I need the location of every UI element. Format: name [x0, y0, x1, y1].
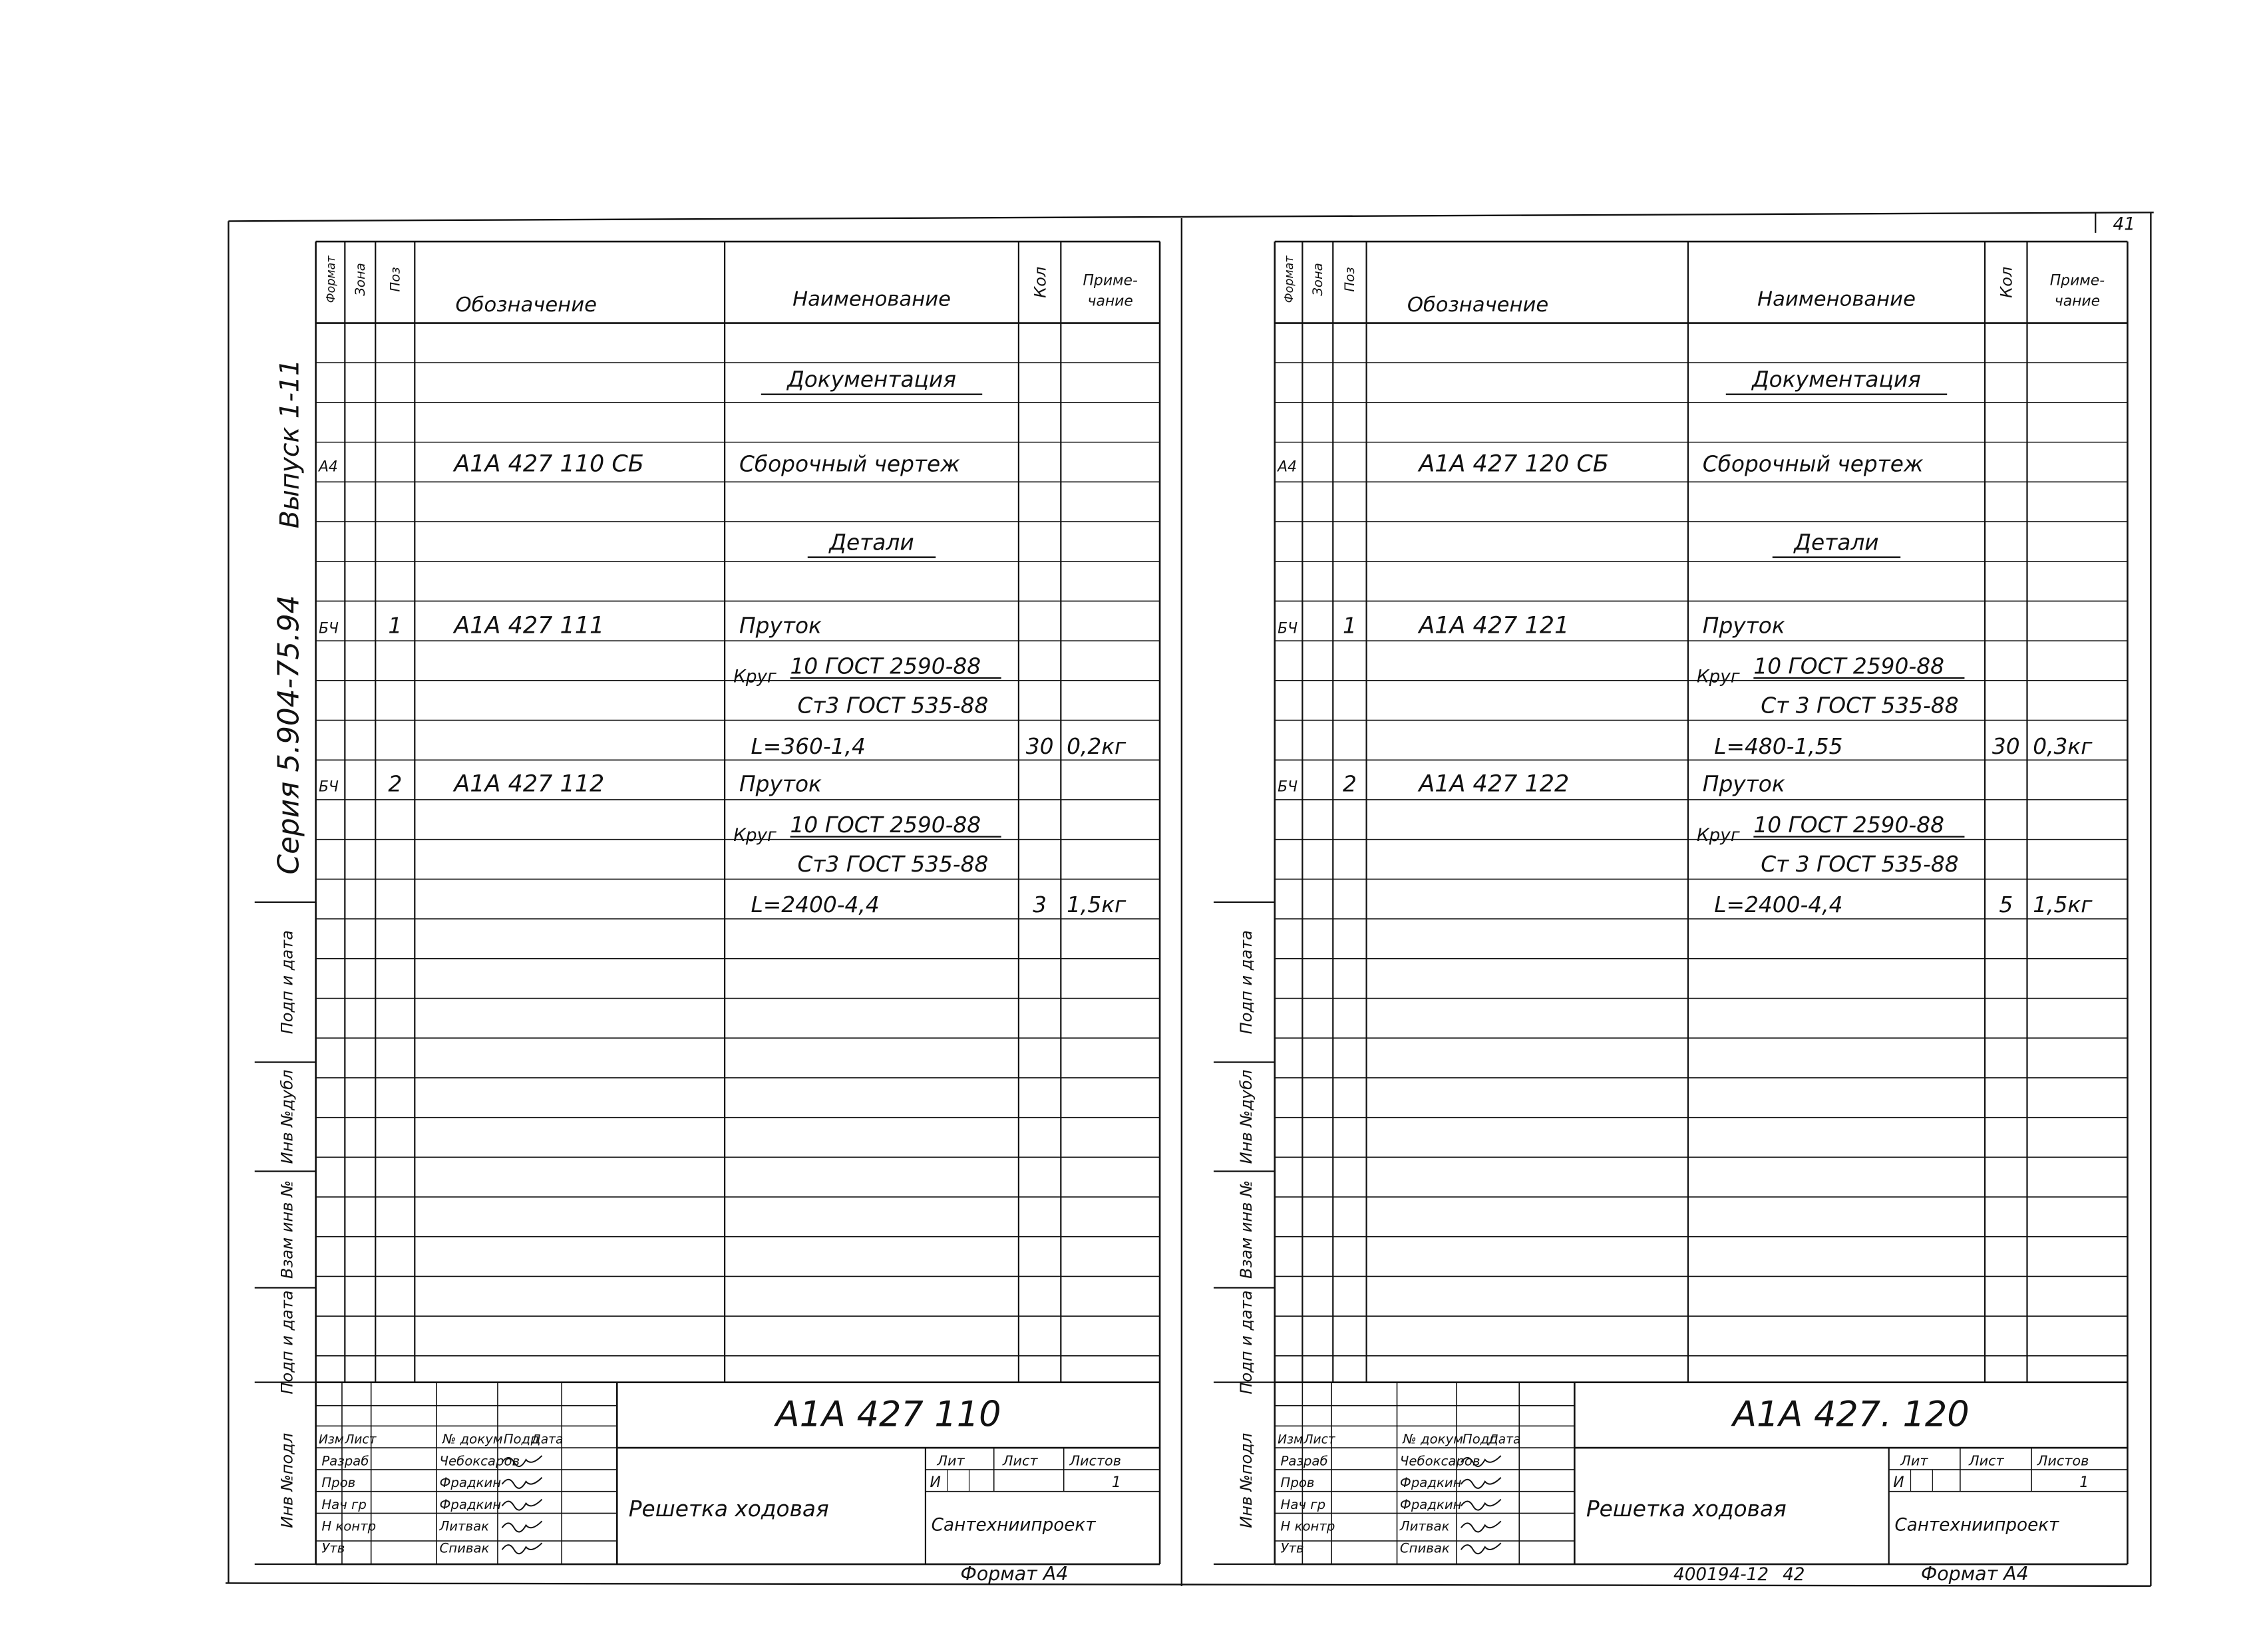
cell-profile-prefix: Круг [733, 667, 777, 687]
cell-designation: А1А 427 111 [454, 612, 605, 639]
tb-label-sheets: Листов [1069, 1452, 1122, 1469]
section-heading: Детали [829, 530, 914, 556]
table-row [1773, 530, 1900, 558]
table-row [751, 734, 1126, 759]
table-row [797, 852, 988, 877]
header-pos: Поз [1342, 267, 1358, 292]
tb-label-sheet: Лист [1969, 1452, 2004, 1469]
tb-label-list: Лист [345, 1432, 377, 1447]
table-body [1276, 367, 2093, 918]
staff-name: Фрадкин [439, 1475, 502, 1491]
margin-strip [255, 902, 316, 1564]
cell-material: Ст3 ГОСТ 535-88 [797, 852, 989, 878]
tb-label-lit: Лит [937, 1452, 965, 1469]
header-note-line2: чание [2054, 293, 2101, 310]
tb-label-sign: Подп [1462, 1431, 1498, 1447]
cell-qty: 30 [1025, 733, 1054, 759]
tb-label-sheets: Листов [2037, 1452, 2089, 1469]
cell-format: БЧ [1278, 620, 1298, 637]
staff-role: Утв [1280, 1540, 1304, 1556]
cell-profile: 10 ГОСТ 2590-88 [790, 653, 981, 679]
header-designation: Обозначение [1407, 293, 1549, 317]
header-zone: Зона [1309, 263, 1325, 296]
header-note-line1: Приме- [1083, 272, 1138, 289]
tb-label-list: Лист [1303, 1432, 1335, 1447]
margin-label: Подп и дата [1236, 1290, 1256, 1395]
staff-role: Н контр [321, 1518, 377, 1534]
margin-label: Инв №дубл [277, 1069, 297, 1164]
margin-label: Подп и дата [1236, 930, 1256, 1035]
tb-label-docno: № докум [442, 1431, 503, 1447]
signature-scribble [502, 1521, 542, 1532]
header-format: Формат [325, 255, 339, 303]
header-qty: Кол [1031, 266, 1050, 298]
cell-length: L=2400-4,4 [1714, 892, 1843, 918]
header-name: Наименование [792, 287, 951, 311]
table-row [751, 892, 1126, 917]
margin-strip [1214, 902, 1275, 1564]
cell-qty: 3 [1033, 892, 1047, 918]
cell-pos: 2 [388, 771, 403, 797]
header-designation: Обозначение [455, 293, 597, 317]
organization: Сантехниипроект [931, 1515, 1096, 1536]
page-format: Формат А4 [1920, 1563, 2029, 1585]
cell-note: 1,5кг [2033, 892, 2093, 918]
cell-format: А4 [1278, 458, 1298, 476]
tb-label-docno: № докум [1403, 1431, 1463, 1447]
table-row [1276, 451, 1924, 478]
staff-role: Утв [321, 1540, 345, 1556]
table-row [761, 367, 982, 395]
table-row [319, 612, 822, 639]
rule-line [226, 1583, 2151, 1585]
staff-role: Нач гр [321, 1496, 367, 1512]
signature-scribble [1461, 1500, 1501, 1510]
table-row [1761, 852, 1958, 877]
cell-name: Пруток [1702, 613, 1785, 639]
table-row [1714, 734, 2093, 759]
margin-label: Подп и дата [277, 1290, 297, 1395]
table-row [319, 771, 822, 798]
cell-pos: 1 [1343, 613, 1357, 639]
staff-name: Фрадкин [1399, 1496, 1462, 1512]
cell-note: 0,3кг [2033, 733, 2093, 759]
table-row [797, 693, 988, 719]
tb-label-date: Дата [531, 1432, 564, 1447]
staff-name: Спивак [1399, 1540, 1450, 1556]
signature-scribble [1461, 1521, 1501, 1532]
cell-note: 0,2кг [1067, 733, 1126, 759]
signature-scribble [502, 1478, 542, 1488]
staff-role: Н контр [1280, 1518, 1335, 1534]
margin-label: Взам инв № [1236, 1180, 1256, 1279]
cell-name: Пруток [739, 613, 822, 639]
cell-name: Пруток [739, 771, 822, 797]
staff-name: Чебоксаров [1399, 1453, 1480, 1469]
staff-name: Литвак [439, 1518, 490, 1534]
staff-role: Пров [321, 1475, 356, 1491]
staff-role: Разраб [1280, 1453, 1328, 1469]
spec-sheet-1 [255, 242, 1160, 1585]
tb-label-izm: Изм [318, 1432, 344, 1447]
drawing-title: Решетка ходовая [628, 1496, 829, 1522]
signature-scribble [502, 1543, 542, 1554]
title-block [316, 1383, 1160, 1564]
cell-name: Сборочный чертеж [739, 451, 960, 477]
staff-role: Разраб [321, 1453, 369, 1469]
sheets-value: 1 [1111, 1474, 1121, 1492]
cell-pos: 1 [388, 613, 403, 639]
section-heading: Детали [1794, 530, 1879, 556]
cell-name: Пруток [1702, 771, 1785, 797]
signatures [502, 1456, 542, 1554]
cell-profile-prefix: Круг [733, 826, 777, 846]
cell-designation: А1А 427 122 [1419, 770, 1570, 798]
page-frame [226, 212, 2154, 1586]
table-row [1714, 892, 2093, 917]
table-row [1761, 693, 1958, 719]
header-format: Формат [1283, 255, 1297, 303]
cell-profile-prefix: Круг [1697, 826, 1740, 846]
sheets-value: 1 [2079, 1474, 2089, 1492]
table-row [317, 451, 960, 478]
table-row [1278, 612, 1785, 639]
header-note-line1: Приме- [2049, 272, 2105, 289]
staff-name: Фрадкин [1399, 1475, 1462, 1491]
cell-qty: 5 [1999, 892, 2013, 918]
margin-label: Взам инв № [277, 1180, 297, 1279]
tb-label-lit: Лит [1900, 1452, 1928, 1469]
title-block [1275, 1383, 2128, 1564]
drawing-title: Решетка ходовая [1586, 1496, 1787, 1522]
cell-material: Ст3 ГОСТ 535-88 [797, 693, 989, 719]
staff-role: Пров [1280, 1475, 1315, 1491]
cell-qty: 30 [1991, 733, 2020, 759]
section-heading: Документация [1752, 367, 1921, 393]
staff-name: Чебоксаров [439, 1453, 520, 1469]
margin-label: Подп и дата [277, 930, 297, 1035]
table-row [733, 654, 1001, 687]
cell-designation: А1А 427 121 [1419, 612, 1570, 639]
cell-length: L=480-1,55 [1714, 733, 1843, 759]
tb-label-sheet: Лист [1002, 1452, 1038, 1469]
table-header [1283, 255, 2105, 317]
signature-scribble [1461, 1543, 1501, 1554]
header-name: Наименование [1757, 287, 1916, 311]
cell-note: 1,5кг [1067, 892, 1126, 918]
table-row [1697, 812, 1964, 846]
tb-label-izm: Изм [1278, 1432, 1303, 1447]
doc-number: А1А 427 110 [775, 1394, 1001, 1435]
margin-label: Инв №дубл [1236, 1069, 1256, 1164]
organization: Сантехниипроект [1894, 1515, 2059, 1536]
header-qty: Кол [1997, 266, 2016, 298]
cell-pos: 2 [1343, 771, 1357, 797]
table-header [325, 255, 1138, 317]
page-format: Формат А4 [960, 1563, 1069, 1585]
signatures [1461, 1456, 1501, 1554]
cell-format: А4 [318, 458, 338, 476]
cell-material: Ст 3 ГОСТ 535-88 [1761, 693, 1959, 719]
page-number: 41 [2113, 214, 2135, 235]
side-stamp [271, 359, 305, 875]
copy-code: 400194-12 [1673, 1565, 1769, 1585]
margin-label: Инв №подл [277, 1432, 297, 1528]
staff-name: Спивак [439, 1540, 490, 1556]
cell-format: БЧ [1278, 778, 1298, 796]
cell-format: БЧ [318, 620, 339, 637]
cell-length: L=360-1,4 [751, 733, 866, 759]
cell-profile: 10 ГОСТ 2590-88 [790, 812, 981, 838]
margin-label: Инв №подл [1236, 1432, 1256, 1528]
signature-scribble [1461, 1478, 1501, 1488]
table-row [1726, 367, 1947, 395]
cell-profile-prefix: Круг [1697, 667, 1740, 687]
table-body [317, 367, 1126, 918]
staff-name: Литвак [1399, 1518, 1450, 1534]
header-note-line2: чание [1087, 293, 1133, 310]
rule-line [228, 212, 2153, 221]
table-row [1278, 771, 1785, 798]
table-row [1697, 654, 1964, 687]
cell-profile: 10 ГОСТ 2590-88 [1753, 812, 1944, 838]
doc-number: А1А 427. 120 [1733, 1394, 1970, 1435]
tb-label-date: Дата [1488, 1432, 1521, 1447]
cell-designation: А1А 427 112 [454, 770, 605, 798]
signature-scribble [502, 1500, 542, 1510]
top-page-number [2095, 212, 2135, 234]
staff-name: Фрадкин [439, 1496, 502, 1512]
cell-length: L=2400-4,4 [751, 892, 880, 918]
cell-designation: А1А 427 110 СБ [454, 450, 644, 478]
header-pos: Поз [387, 267, 403, 292]
cell-name: Сборочный чертеж [1702, 451, 1924, 477]
lit-value: И [1893, 1474, 1904, 1492]
cell-designation: А1А 427 120 СБ [1419, 450, 1609, 478]
tb-label-sign: Подп [503, 1431, 539, 1447]
table-row [733, 812, 1001, 846]
cell-format: БЧ [318, 778, 339, 796]
cell-material: Ст 3 ГОСТ 535-88 [1761, 852, 1959, 878]
issue-label: Выпуск 1-11 [274, 359, 305, 529]
series-label: Серия 5.904-75.94 [271, 595, 306, 875]
lit-value: И [930, 1474, 941, 1492]
table-row [808, 530, 936, 558]
staff-role: Нач гр [1280, 1496, 1326, 1512]
section-heading: Документация [787, 367, 956, 393]
spec-sheet-2 [1214, 242, 2127, 1585]
cell-profile: 10 ГОСТ 2590-88 [1753, 653, 1944, 679]
page-num: 42 [1783, 1565, 1805, 1585]
header-zone: Зона [352, 263, 368, 296]
